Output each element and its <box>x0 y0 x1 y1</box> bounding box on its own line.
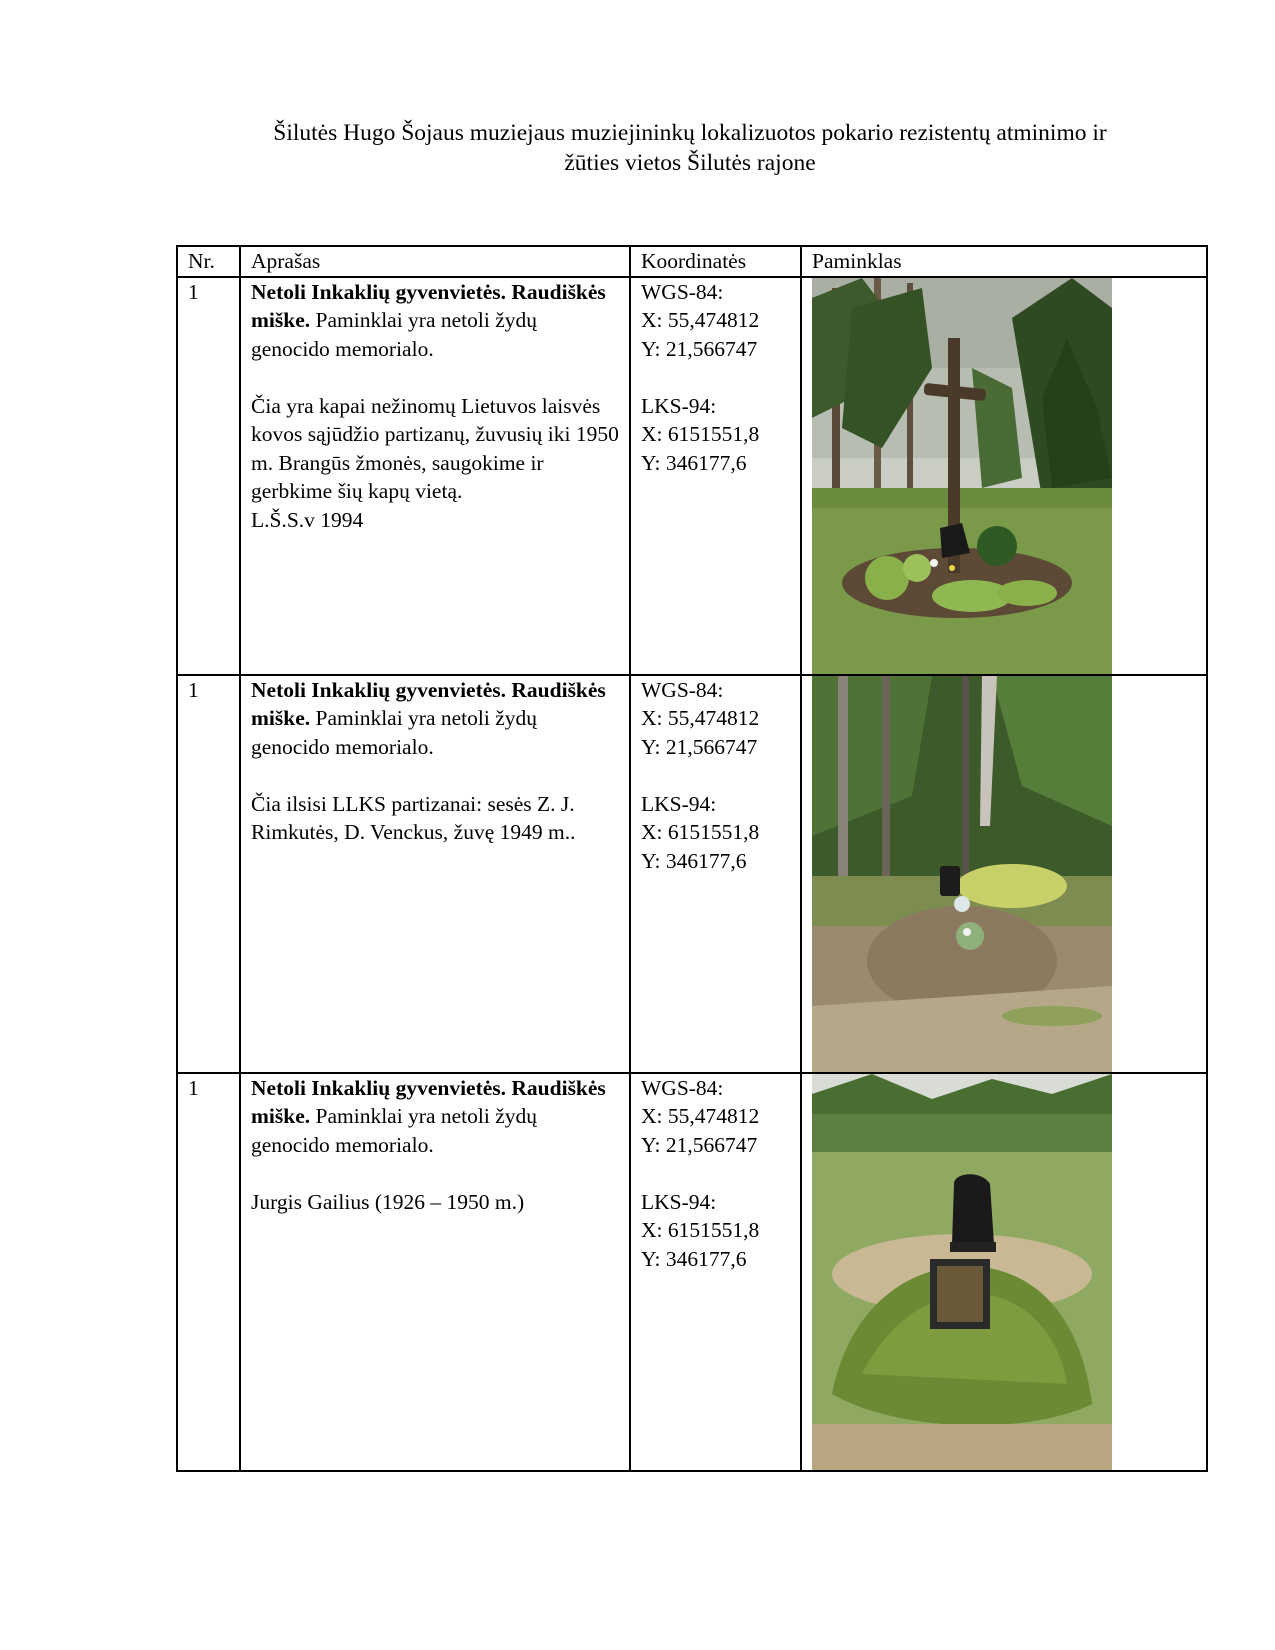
row-description <box>240 1073 630 1471</box>
wooden-cross-memorial-photo <box>812 278 1112 674</box>
row-photo-cell <box>801 675 1207 1073</box>
title-line-2: žūties vietos Šilutės rajone <box>564 150 816 176</box>
description-text: Jurgis Gailius (1926 – 1950 m.) <box>251 1189 525 1214</box>
row-coordinates <box>630 1073 801 1471</box>
row-number: 1 <box>177 1073 240 1471</box>
description-signature: L.Š.S.v 1994 <box>251 507 364 532</box>
lks-label: LKS-94: <box>641 1189 717 1214</box>
row-number: 1 <box>177 675 240 1073</box>
description-text: Čia ilsisi LLKS partizanai: sesės Z. J. Rimkutės, D. Venckus, žuvę 1949 m.. <box>251 791 576 844</box>
wgs-y: Y: 21,566747 <box>641 1132 758 1157</box>
wgs-label: WGS-84: <box>641 279 724 304</box>
location-bold: Netoli Inkaklių gyvenvietės. Raudiškės miške. <box>251 279 606 332</box>
description-heading <box>251 676 619 762</box>
header-nr: Nr. <box>177 246 240 277</box>
location-note: Paminklai yra netoli žydų genocido memorialo. <box>251 706 538 759</box>
row-photo-cell <box>801 277 1207 675</box>
location-note: Paminklai yra netoli žydų genocido memorialo. <box>251 308 538 361</box>
wgs-y: Y: 21,566747 <box>641 734 758 759</box>
description-heading <box>251 278 619 364</box>
table-header-row <box>177 246 1207 277</box>
lks-y: Y: 346177,6 <box>641 1246 747 1271</box>
location-bold: Netoli Inkaklių gyvenvietės. Raudiškės miške. <box>251 1075 606 1128</box>
memorial-table <box>176 245 1208 1472</box>
row-description <box>240 277 630 675</box>
lks-x: X: 6151551,8 <box>641 1218 760 1242</box>
table-row <box>177 277 1207 675</box>
header-description: Aprašas <box>240 246 630 277</box>
forest-grave-photo <box>812 676 1112 1072</box>
header-monument: Paminklas <box>801 246 1207 277</box>
lks-label: LKS-94: <box>641 791 717 816</box>
row-description <box>240 675 630 1073</box>
lks-y: Y: 346177,6 <box>641 450 747 475</box>
wgs-label: WGS-84: <box>641 677 724 702</box>
wgs-y: Y: 21,566747 <box>641 336 758 361</box>
table-row <box>177 1073 1207 1471</box>
lks-y: Y: 346177,6 <box>641 848 747 873</box>
wgs-x: X: 55,474812 <box>641 308 760 332</box>
wgs-x: X: 55,474812 <box>641 706 760 730</box>
lks-label: LKS-94: <box>641 393 717 418</box>
header-coordinates: Koordinatės <box>630 246 801 277</box>
description-heading <box>251 1074 619 1160</box>
row-coordinates <box>630 277 801 675</box>
row-photo-cell <box>801 1073 1207 1471</box>
document-title <box>170 118 1210 178</box>
description-text: Čia yra kapai nežinomų Lietuvos laisvės kovos sąjūdžio partizanų, žuvusių iki 1950 m. Brangūs žmonės, saugokime ir gerbkime šių kapų vietą. <box>251 393 619 503</box>
location-bold: Netoli Inkaklių gyvenvietės. Raudiškės miške. <box>251 677 606 730</box>
wgs-x: X: 55,474812 <box>641 1104 760 1128</box>
row-coordinates <box>630 675 801 1073</box>
title-line-1: Šilutės Hugo Šojaus muziejaus muziejininkų lokalizuotos pokario rezistentų atminimo ir <box>273 120 1107 146</box>
row-number: 1 <box>177 277 240 675</box>
lks-x: X: 6151551,8 <box>641 422 760 446</box>
lks-x: X: 6151551,8 <box>641 820 760 844</box>
wgs-label: WGS-84: <box>641 1075 724 1100</box>
location-note: Paminklai yra netoli žydų genocido memorialo. <box>251 1104 538 1157</box>
mossy-grave-headstone-photo <box>812 1074 1112 1470</box>
table-row <box>177 675 1207 1073</box>
